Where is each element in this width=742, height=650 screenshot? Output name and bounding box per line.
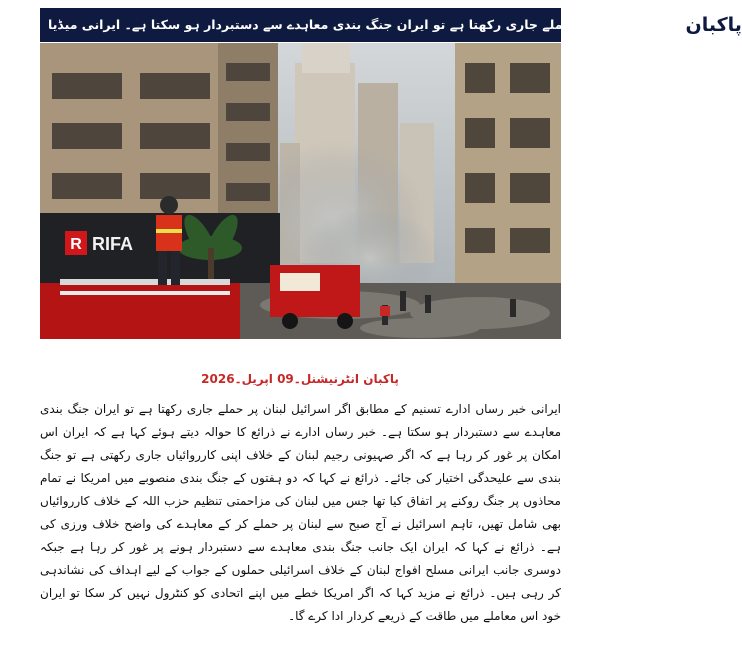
headline-text: اسرائیل لبنان پر حملے جاری رکھتا ہے تو ایران جنگ بندی معاہدے سے دستبردار ہو سکتا ہے۔ ایرانی میڈیا (48, 17, 678, 32)
article-body: ایرانی خبر رساں ادارے تسنیم کے مطابق اگر اسرائیل لبنان پر حملے جاری رکھتا ہے تو ایران جنگ بندی معاہدے سے دستبردار ہو سکتا ہے۔ خبر رساں ادارے نے ذرائع کا حوالہ دیتے ہوئے کہا ہے کہ ایران اس امکان پر غور کر رہا ہے کہ اگر صہیونی رجیم لبنان کے خلاف اپنی کارروائیاں جاری رکھتی ہے تو جنگ بندی سے علیحدگی اختیار کی جائے۔ ذرائع نے کہا کہ دو ہفتوں کے جنگ بندی منصوبے میں امریکا نے تمام محاذوں پر جنگ روکنے پر اتفاق کیا تھا جس میں لبنان کی مزاحمتی تنظیم حزب اللہ کے خلاف کارروائیاں بھی شامل تھیں، تاہم اسرائیل نے آج صبح سے لبنان پر حملے کر کے معاہدے کی واضح خلاف ورزی کی ہے۔ ذرائع نے کہا کہ ایران ایک جانب جنگ بندی معاہدے سے دستبردار ہونے پر غور کر رہا ہے جبکہ دوسری جانب ایرانی مسلح افواج لبنان کے خلاف اسرائیلی حملوں کے جواب کے لیے اہداف کی نشاندہی کر رہی ہیں۔ ذرائع نے مزید کہا کہ اگر امریکا خطے میں اپنے اتحادی کو کنٹرول نہیں کر سکا تو ایران خود اس معاملے میں طاقت کے ذریعے کردار ادا کرے گا۔ (40, 402, 561, 623)
sign-letter: R (70, 236, 82, 253)
sign-text: RIFA (92, 234, 134, 254)
street-scene-illustration (40, 43, 561, 339)
brand-logo: پاکبان (686, 10, 742, 40)
dateline: پاکبان انٹرنیشنل۔09 اپریل۔2026 (201, 372, 399, 386)
headline-banner (40, 8, 742, 42)
news-photo (40, 43, 561, 339)
